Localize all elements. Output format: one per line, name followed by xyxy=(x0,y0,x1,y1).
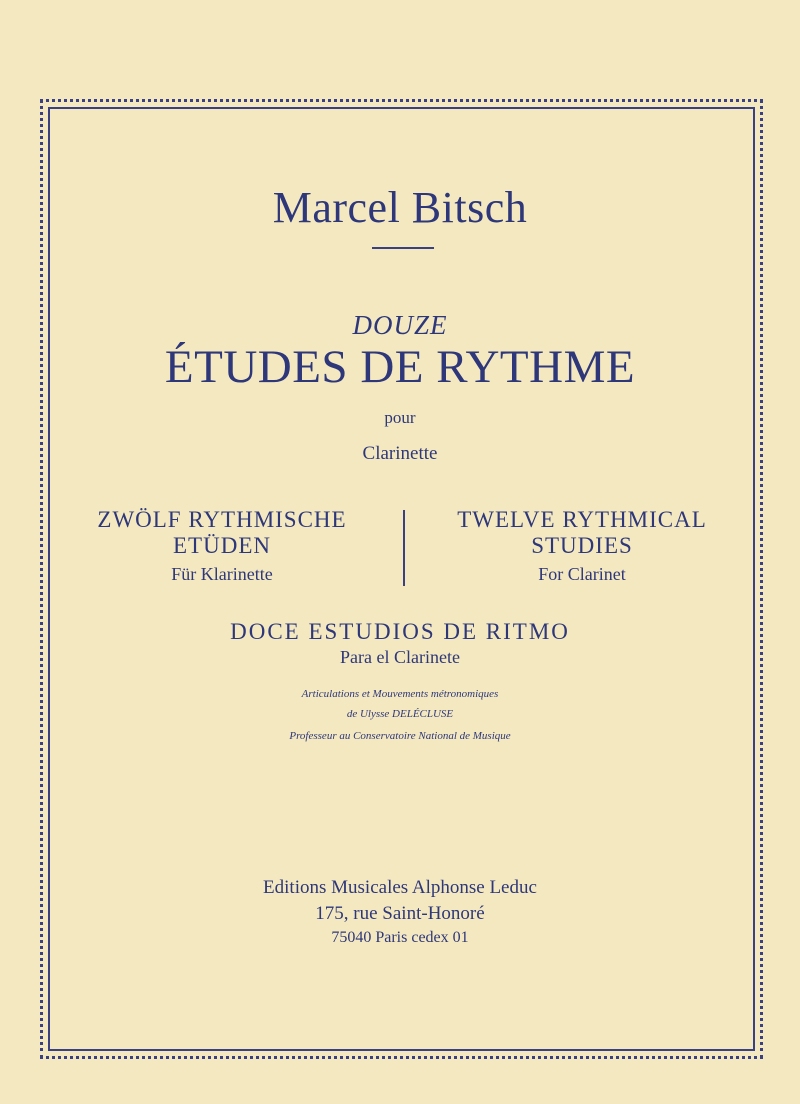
german-title-line2: ETÜDEN xyxy=(173,533,271,558)
title-prefix: DOUZE xyxy=(352,310,448,340)
credit-line3: Professeur au Conservatoire National de Musique xyxy=(289,730,511,742)
credit-line2: de Ulysse DELÉCLUSE xyxy=(346,708,454,720)
german-instrument: Für Klarinette xyxy=(171,564,273,584)
english-title-line1: TWELVE RYTHMICAL xyxy=(457,507,707,532)
publisher-address: 175, rue Saint-Honoré xyxy=(315,903,485,924)
publisher-name: Editions Musicales Alphonse Leduc xyxy=(263,877,537,898)
instrument-label: Clarinette xyxy=(362,443,438,464)
english-instrument: For Clarinet xyxy=(538,564,626,584)
german-title-line1: ZWÖLF RYTHMISCHE xyxy=(97,507,347,532)
column-divider xyxy=(403,510,405,586)
composer-name: Marcel Bitsch xyxy=(272,183,528,232)
spanish-title: DOCE ESTUDIOS DE RITMO xyxy=(230,619,570,644)
pour-label: pour xyxy=(384,408,416,427)
main-title: ÉTUDES DE RYTHME xyxy=(164,341,636,393)
spanish-instrument: Para el Clarinete xyxy=(340,647,460,667)
credit-line1: Articulations et Mouvements métronomiques xyxy=(301,688,499,700)
publisher-city: 75040 Paris cedex 01 xyxy=(331,929,469,946)
title-divider xyxy=(372,247,434,249)
english-title-line2: STUDIES xyxy=(531,533,633,558)
